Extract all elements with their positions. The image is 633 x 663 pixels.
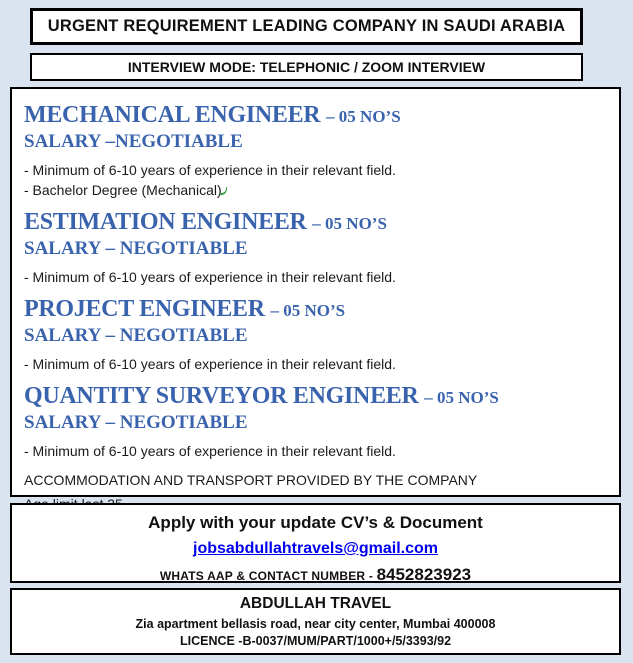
job-listing-mechanical [24, 102, 603, 200]
agency-licence: LICENCE -B-0037/MUM/PART/1000+/5/3393/92 [179, 634, 452, 648]
interview-mode-text: INTERVIEW MODE: TELEPHONIC / ZOOM INTERVIEW [127, 59, 486, 75]
job-listing-estimation [24, 209, 603, 287]
email-link[interactable]: jobsabdullahtravels@gmail.com [193, 540, 438, 557]
job-listing-quantity-surveyor [24, 383, 603, 461]
job-count: – 05 NO’S [326, 107, 401, 126]
job-requirement [24, 181, 603, 200]
interview-mode-banner [30, 53, 583, 81]
apply-panel [10, 503, 621, 583]
job-title [24, 296, 603, 324]
banner-title: URGENT REQUIREMENT LEADING COMPANY IN SAUDI ARABIA [47, 17, 566, 35]
job-listing-project [24, 296, 603, 374]
agency-name: ABDULLAH TRAVEL [239, 595, 392, 612]
job-salary: SALARY – NEGOTIABLE [24, 238, 248, 259]
job-count: – 05 NO’S [270, 301, 346, 320]
job-title-text: MECHANICAL ENGINEER [24, 102, 321, 128]
job-count: – 05 NO’S [424, 388, 499, 407]
accommodation-note: ACCOMMODATION AND TRANSPORT PROVIDED BY THE COMPANY [24, 472, 478, 488]
job-title [24, 383, 603, 411]
job-title-text: PROJECT ENGINEER [24, 296, 265, 322]
job-requirement: - Minimum of 6-10 years of experience in their relevant field. [24, 269, 396, 285]
job-title [24, 102, 603, 130]
contact-row [12, 565, 619, 585]
job-requirement: - Minimum of 6-10 years of experience in their relevant field. [24, 356, 396, 372]
job-title-text: ESTIMATION ENGINEER [24, 209, 307, 235]
spellcheck-squiggle [220, 187, 227, 195]
job-requirement: - Minimum of 6-10 years of experience in their relevant field. [24, 162, 396, 178]
job-salary: SALARY – NEGOTIABLE [24, 412, 248, 433]
job-listings-panel [10, 87, 621, 497]
apply-email-row [12, 540, 619, 558]
job-count: – 05 NO’S [312, 214, 387, 233]
job-title [24, 209, 603, 237]
contact-number: 8452823923 [376, 565, 472, 584]
job-requirement-text: - Bachelor Degree (Mechanical) [24, 182, 222, 198]
job-salary: SALARY – NEGOTIABLE [24, 325, 248, 346]
apply-heading: Apply with your update CV’s & Document [148, 513, 483, 532]
job-salary: SALARY –NEGOTIABLE [24, 131, 243, 152]
agency-footer [10, 588, 621, 655]
urgent-requirement-banner [30, 8, 583, 45]
agency-address: Zia apartment bellasis road, near city center, Mumbai 400008 [135, 617, 496, 631]
job-requirement: - Minimum of 6-10 years of experience in their relevant field. [24, 443, 396, 459]
contact-label: WHATS AAP & CONTACT NUMBER - [159, 569, 377, 583]
job-title-text: QUANTITY SURVEYOR ENGINEER [24, 383, 419, 409]
